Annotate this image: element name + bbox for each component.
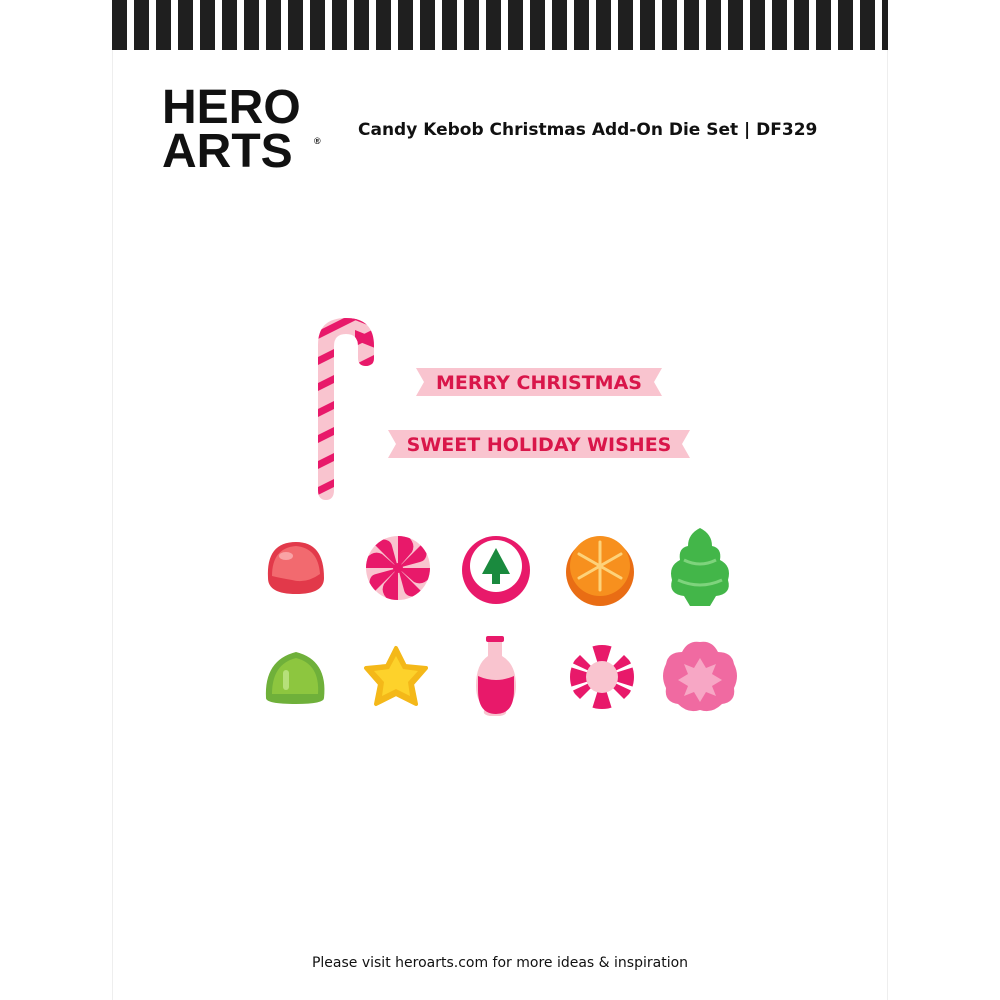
registered-mark: ® — [314, 136, 321, 146]
flower-candy-icon — [663, 642, 737, 711]
banner-merry-christmas — [416, 368, 662, 396]
striped-mint-icon — [570, 645, 634, 709]
banner-sweet-holiday-wishes — [388, 430, 690, 458]
tree-lollipop-icon — [462, 536, 530, 604]
logo-line-2: ARTS — [162, 125, 293, 178]
christmas-tree-candy-icon — [671, 528, 729, 606]
star-candy-icon — [366, 648, 426, 704]
footer-note: Please visit heroarts.com for more ideas & inspiration — [311, 955, 689, 971]
jelly-mold-icon — [266, 652, 325, 704]
product-title: Candy Kebob Christmas Add-On Die Set | DF329 — [358, 120, 818, 140]
gumdrop-icon — [268, 542, 324, 594]
candy-cane-icon — [300, 300, 380, 530]
peppermint-swirl-icon — [360, 530, 436, 606]
orange-slice-icon — [566, 536, 634, 606]
banner-bottom-text: SWEET HOLIDAY WISHES — [406, 434, 672, 456]
soda-bottle-icon — [476, 636, 516, 716]
banner-top-text: MERRY CHRISTMAS — [436, 372, 642, 394]
logo-line-1: HERO — [162, 81, 301, 134]
